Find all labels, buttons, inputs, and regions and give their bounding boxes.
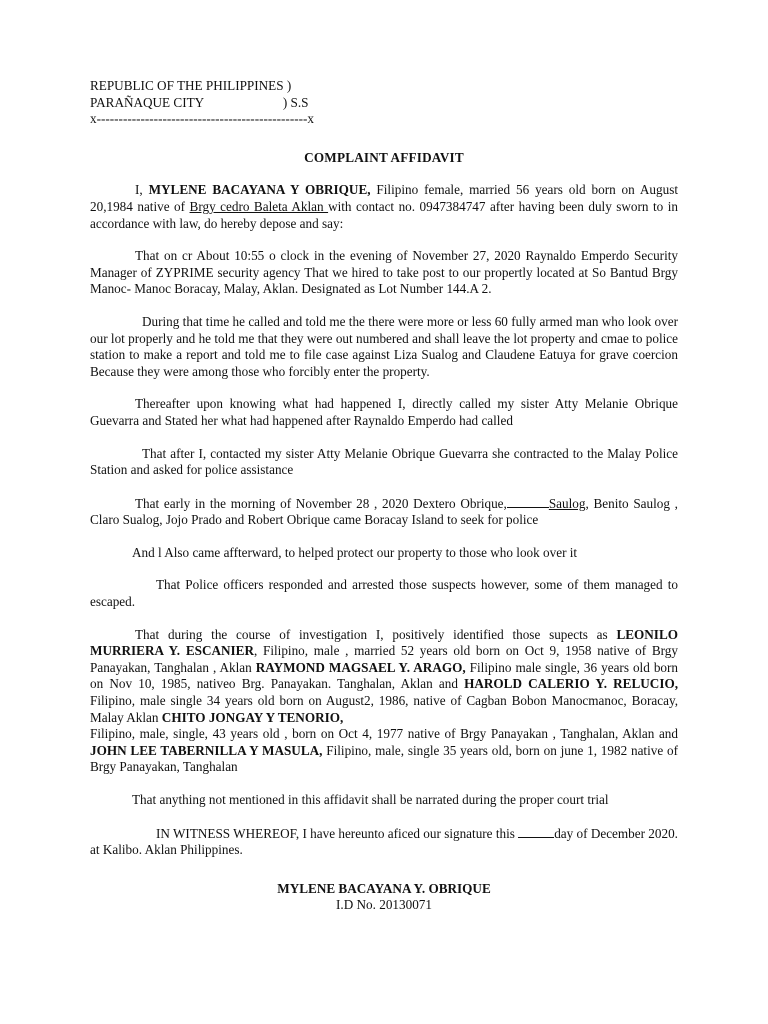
paragraph-call: During that time he called and told me the there were more or less 60 fully armed man who look over our lot properly and he told me that they were out numbered and shall leave the lot property and cmae to police station to make a report and told me to file case against Liza Sualog and Claudene Eatuya for grave coercion Because they were among those who forcibly enter the property. — [90, 313, 678, 379]
suspect-name-5: JOHN LEE TABERNILLA Y MASULA, — [90, 742, 323, 758]
blank-underline — [507, 495, 549, 508]
affidavit-page — [90, 78, 678, 914]
paragraph-witness — [90, 825, 678, 859]
jurisdiction-line: REPUBLIC OF THE PHILIPPINES ) — [90, 78, 292, 93]
paragraph-suspects — [90, 627, 678, 727]
city-line: PARAÑAQUE CITY ) S.S — [90, 94, 309, 110]
witness-text-1: IN WITNESS WHEREOF, I have hereunto aficed our signature this — [156, 825, 519, 841]
document-title: COMPLAINT AFFIDAVIT — [304, 149, 464, 165]
intro-text-2: Filipino female, married 56 years old born on August 20,1984 native of — [90, 182, 678, 214]
affiant-name: MYLENE BACAYANA Y OBRIQUE, — [148, 182, 371, 198]
intro-text-1: I, — [135, 182, 149, 198]
intro-text-3: with contact no. 0947384747 after having been duly sworn to in accordance with law, do hereby depose and say: — [90, 198, 678, 231]
suspects-text-1: That during the course of investigation I, positively identified those supects as — [135, 626, 617, 642]
separator-line: x------------------------------------------------x — [90, 111, 314, 127]
affiant-birthplace: Brgy cedro Baleta Aklan — [189, 198, 329, 214]
signatory-name: MYLENE BACAYANA Y. OBRIQUE — [277, 880, 491, 896]
caption-header — [90, 78, 678, 128]
suspects-cont-text-1: Filipino, male, single, 43 years old , born on Oct 4, 1977 native of Brgy Panayakan , Tanghalan, Aklan and — [90, 726, 678, 742]
suspect-name-2: RAYMOND MAGSAEL Y. ARAGO, — [255, 659, 466, 675]
suspects-cont-text-2: Filipino, male, single 35 years old, born on june 1, 1982 native of Brgy Panayakan, Tanghalan — [90, 742, 678, 775]
paragraph-court-trial: That anything not mentioned in this affidavit shall be narrated during the proper court trial — [132, 792, 609, 807]
suspect-name-3: HAROLD CALERIO Y. RELUCIO, — [464, 676, 679, 692]
date-blank — [518, 825, 554, 838]
suspects-text-2: , Filipino, male , married 52 years old born on Oct 9, 1958 native of Brgy Panayakan, Tanghalan , Aklan — [90, 643, 678, 675]
paragraph-suspects-continued — [90, 726, 678, 776]
suspects-text-4: Filipino, male single 34 years old born on August2, 1986, native of Cagban Bobon Manocmanoc, Boracay, Malay Aklan — [90, 693, 678, 725]
morning-text-2: , Benito Saulog , Claro Sualog, Jojo Prado and Robert Obrique came Boracay Island to seek for police — [90, 495, 678, 528]
paragraph-incident: That on cr About 10:55 o clock in the evening of November 27, 2020 Raynaldo Emperdo Security Manager of ZYPRIME security agency That we hired to take post to our propertly located at So Bantud Brgy Manoc- Manoc Boracay, Malay, Aklan. Designated as Lot Number 144.A 2. — [90, 248, 678, 297]
witness-text-2: day of December 2020. at Kalibo. Aklan Philippines. — [90, 825, 678, 858]
signatory-id: I.D No. 20130071 — [336, 897, 432, 913]
paragraph-sister-call: Thereafter upon knowing what had happened I, directly called my sister Atty Melanie Obrique Guevarra and Stated her what had happened after Raynaldo Emperdo had called — [90, 396, 678, 428]
intro-paragraph — [90, 182, 678, 232]
paragraph-police-assistance: That after I, contacted my sister Atty Melanie Obrique Guevarra she contracted to the Malay Police Station and asked for police assistance — [90, 445, 678, 478]
suspect-name-4: CHITO JONGAY Y TENORIO, — [161, 709, 344, 725]
suspects-text-3: Filipino male single, 36 years old born on Nov 10, 1985, nativeo Brg. Panayakan. Tanghalan, Aklan and — [90, 659, 679, 692]
morning-text-1: That early in the morning of November 28 , 2020 Dextero Obrique, — [135, 495, 507, 511]
suspect-name-1: LEONILO MURRIERA Y. ESCANIER — [90, 626, 678, 659]
paragraph-morning — [90, 495, 678, 529]
paragraph-came-afterward: And l Also came affterward, to helped protect our property to those who look over it — [132, 544, 578, 560]
paragraph-arrest: That Police officers responded and arrested those suspects however, some of them managed to escaped. — [90, 577, 678, 610]
underlined-name: Saulog — [548, 495, 586, 511]
signature-block — [90, 881, 678, 914]
